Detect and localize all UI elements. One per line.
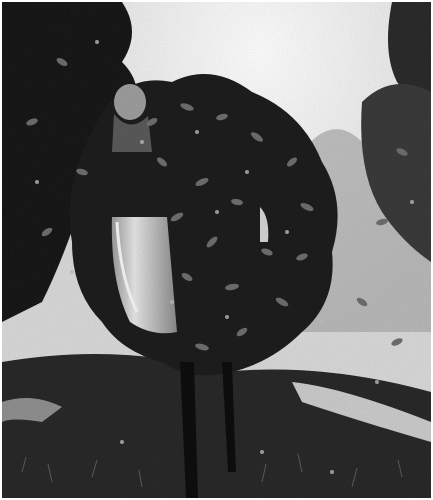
worker-head	[114, 84, 146, 120]
photograph	[2, 2, 431, 498]
tea-bush-photo	[2, 2, 431, 498]
